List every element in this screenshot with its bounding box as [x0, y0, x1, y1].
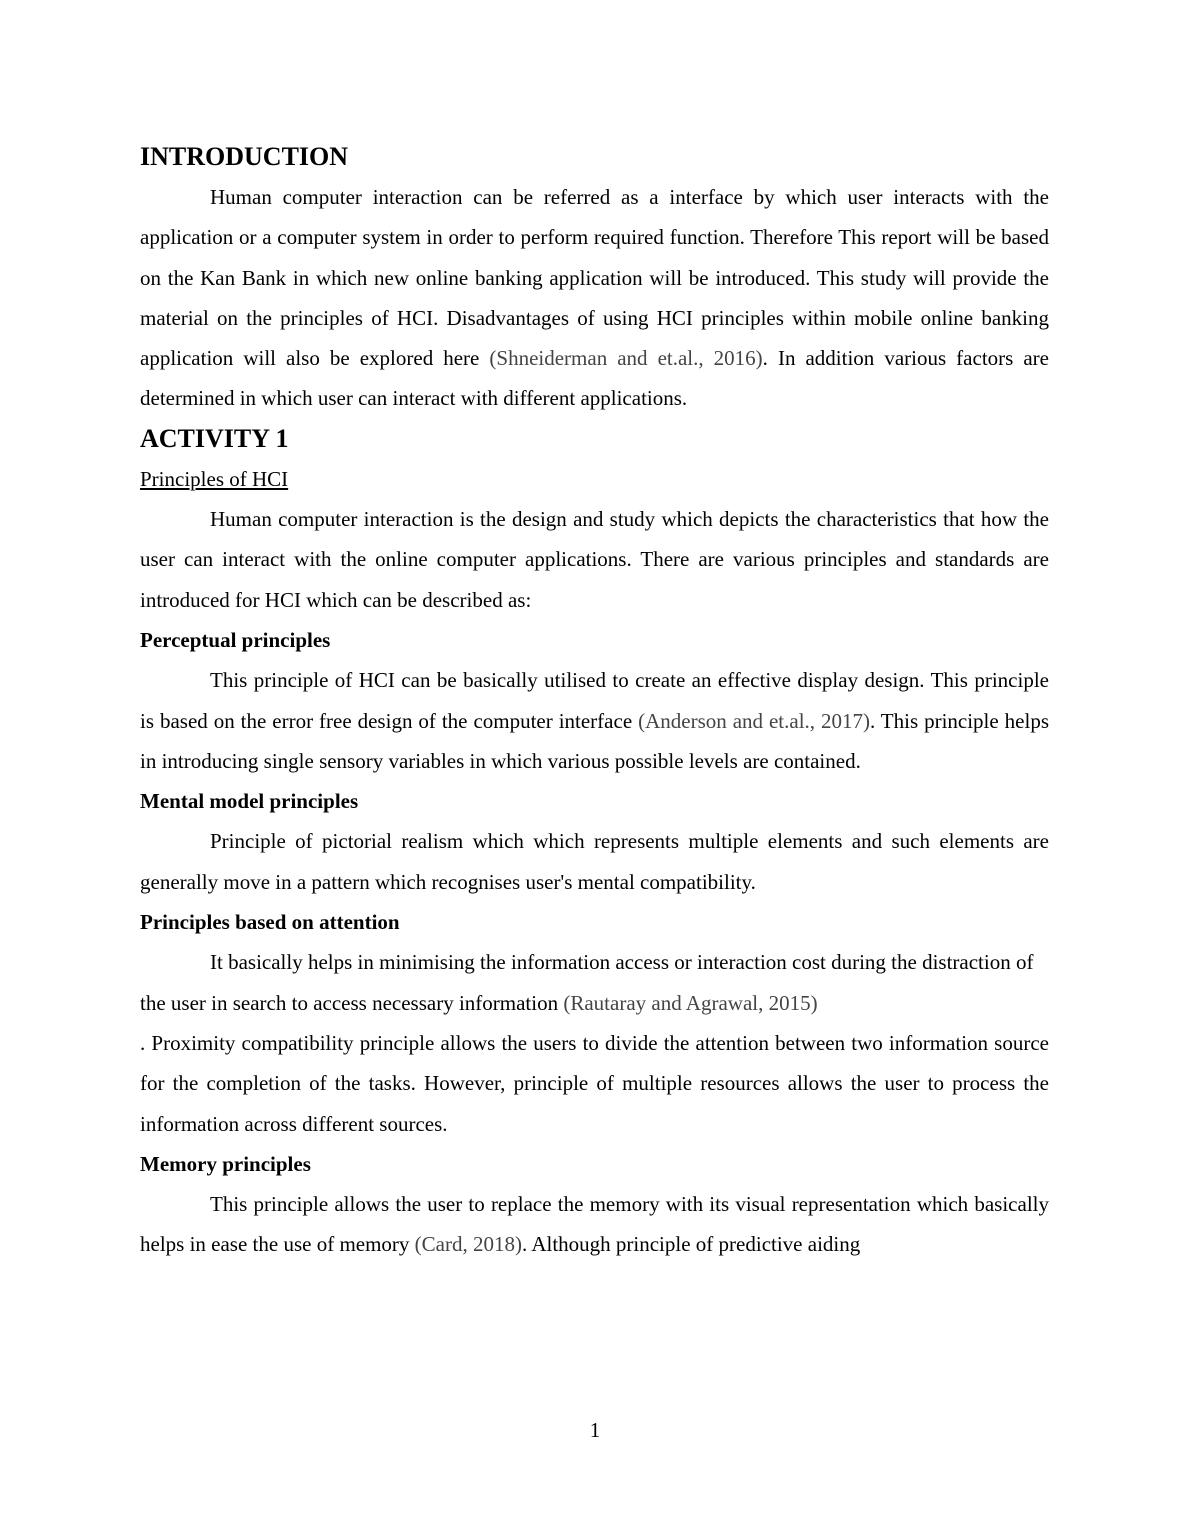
- intro-text-end: . In addition various factors are determined in which user can interact with different applications.: [140, 346, 1049, 411]
- perceptual-heading: Perceptual principles: [140, 627, 331, 652]
- attention-continuation: . Proximity compatibility principle allows the users to divide the attention between two information source for the completion of the tasks. However, principle of multiple resources allows the user to process the information across different sources.: [140, 1030, 1049, 1136]
- memory-text: This principle allows the user to replace the memory with its visual representation which basically helps in ease the use of memory: [140, 1192, 1049, 1257]
- memory-heading: Memory principles: [140, 1151, 311, 1176]
- memory-citation: (Card, 2018): [414, 1232, 522, 1257]
- page-content: [140, 137, 1049, 1265]
- principles-paragraph: Human computer interaction is the design and study which depicts the characteristics that how the user can interact with the online computer applications. There are various principles and standards are introduced for HCI which can be described as:: [140, 507, 1049, 612]
- intro-citation: (Shneiderman and et.al., 2016): [489, 346, 763, 371]
- attention-heading: Principles based on attention: [140, 910, 400, 935]
- intro-text: Human computer interaction can be referred as a interface by which user interacts with the application or a computer system in order to perform required function. Therefore This report will be based on the Kan Bank in which new online banking application will be introduced. This study will provide the material on the principles of HCI. Disadvantages of using HCI principles within mobile online banking application will also be explored here: [140, 185, 1049, 371]
- perceptual-text-end: . This principle helps in introducing single sensory variables in which various possible levels are contained.: [140, 708, 1049, 773]
- memory-text-end: . Although principle of predictive aiding: [521, 1232, 861, 1257]
- attention-text: It basically helps in minimising the information access or interaction cost during the distraction of the user in search to access necessary information: [140, 950, 1034, 1015]
- activity-heading: ACTIVITY 1: [140, 423, 289, 453]
- perceptual-citation: (Anderson and et.al., 2017): [638, 708, 870, 733]
- mental-model-paragraph: Principle of pictorial realism which which represents multiple elements and such elements are generally move in a pattern which recognises user's mental compatibility.: [140, 829, 1049, 894]
- introduction-heading: INTRODUCTION: [140, 142, 349, 171]
- attention-citation: (Rautaray and Agrawal, 2015): [563, 990, 818, 1015]
- principles-subheading: Principles of HCI: [140, 466, 289, 491]
- mental-model-heading: Mental model principles: [140, 789, 359, 814]
- page-number: 1: [589, 1418, 601, 1442]
- memory-paragraph: [140, 1184, 1049, 1265]
- attention-paragraph: [140, 942, 1049, 1023]
- perceptual-text: This principle of HCI can be basically utilised to create an effective display design. This principle is based on the error free design of the computer interface: [140, 668, 1049, 733]
- introduction-paragraph: [140, 177, 1049, 419]
- perceptual-paragraph: [140, 660, 1049, 781]
